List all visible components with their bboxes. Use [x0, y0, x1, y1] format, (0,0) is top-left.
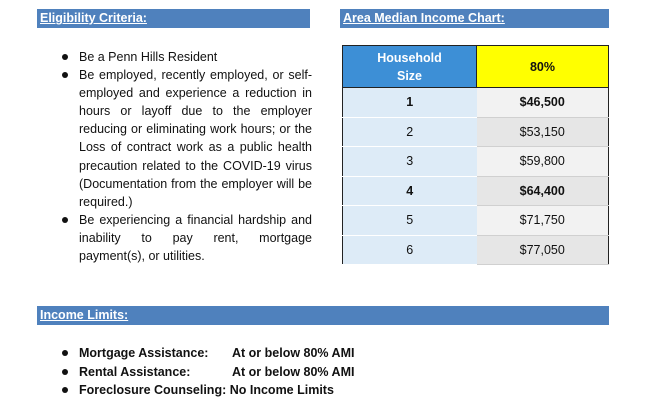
- household-size-cell: 2: [343, 117, 477, 147]
- list-item: [57, 344, 437, 363]
- table-row: [343, 147, 609, 177]
- list-item-text: Be experiencing a financial hardship and inability to pay rent, mortgage payment(s), or utilities.: [79, 212, 312, 264]
- income-value-cell: $64,400: [477, 176, 609, 206]
- list-item: [57, 48, 312, 66]
- income-limit-label: Mortgage Assistance:: [79, 346, 209, 360]
- household-size-cell: 1: [343, 88, 477, 118]
- list-item: [57, 66, 312, 211]
- eligibility-list: [57, 48, 312, 265]
- bullet-icon: [62, 369, 68, 375]
- income-limits-list: [57, 344, 437, 400]
- list-item: [57, 363, 437, 382]
- income-limit-label: Rental Assistance:: [79, 364, 191, 379]
- household-size-cell: 5: [343, 206, 477, 236]
- ami-chart-header: Area Median Income Chart:: [340, 9, 609, 28]
- income-limits-header: Income Limits:: [37, 306, 609, 325]
- percent-column-header: 80%: [477, 46, 609, 88]
- list-item-text: Be a Penn Hills Resident: [79, 50, 218, 64]
- income-value-cell: $59,800: [477, 147, 609, 177]
- household-size-cell: 3: [343, 147, 477, 177]
- income-value-cell: $77,050: [477, 235, 609, 265]
- ami-table: [342, 45, 609, 265]
- table-row: [343, 176, 609, 206]
- income-value-cell: $46,500: [477, 88, 609, 118]
- list-item-text: Be employed, recently employed, or self-employed and experience a reduction in hours or layoff due to the employer reducing or eliminating work hours; or the Loss of contract work as a public health precaution related to the COVID-19 virus (Documentation from the employer will be required.): [79, 68, 312, 209]
- bullet-icon: [62, 387, 68, 393]
- household-size-header-line2: Size: [396, 68, 422, 83]
- income-limit-value: At or below 80% AMI: [232, 364, 355, 379]
- household-size-cell: 6: [343, 235, 477, 265]
- income-value-cell: $71,750: [477, 206, 609, 236]
- income-limit-value: At or below 80% AMI: [232, 346, 355, 360]
- table-row: [343, 117, 609, 147]
- income-limit-label: Foreclosure Counseling:: [79, 383, 227, 397]
- table-row: [343, 206, 609, 236]
- bullet-icon: [62, 54, 68, 60]
- list-item: [57, 381, 437, 400]
- bullet-icon: [62, 350, 68, 356]
- bullet-icon: [62, 72, 68, 78]
- list-item: [57, 211, 312, 265]
- table-row: [343, 88, 609, 118]
- household-size-column-header: [343, 46, 477, 88]
- eligibility-criteria-header: Eligibility Criteria:: [37, 9, 310, 28]
- income-limit-value: No Income Limits: [229, 383, 334, 397]
- table-row: [343, 235, 609, 265]
- household-size-header-line1: Household: [377, 50, 442, 65]
- income-value-cell: $53,150: [477, 117, 609, 147]
- household-size-cell: 4: [343, 176, 477, 206]
- bullet-icon: [62, 217, 68, 223]
- table-header-row: [343, 46, 609, 88]
